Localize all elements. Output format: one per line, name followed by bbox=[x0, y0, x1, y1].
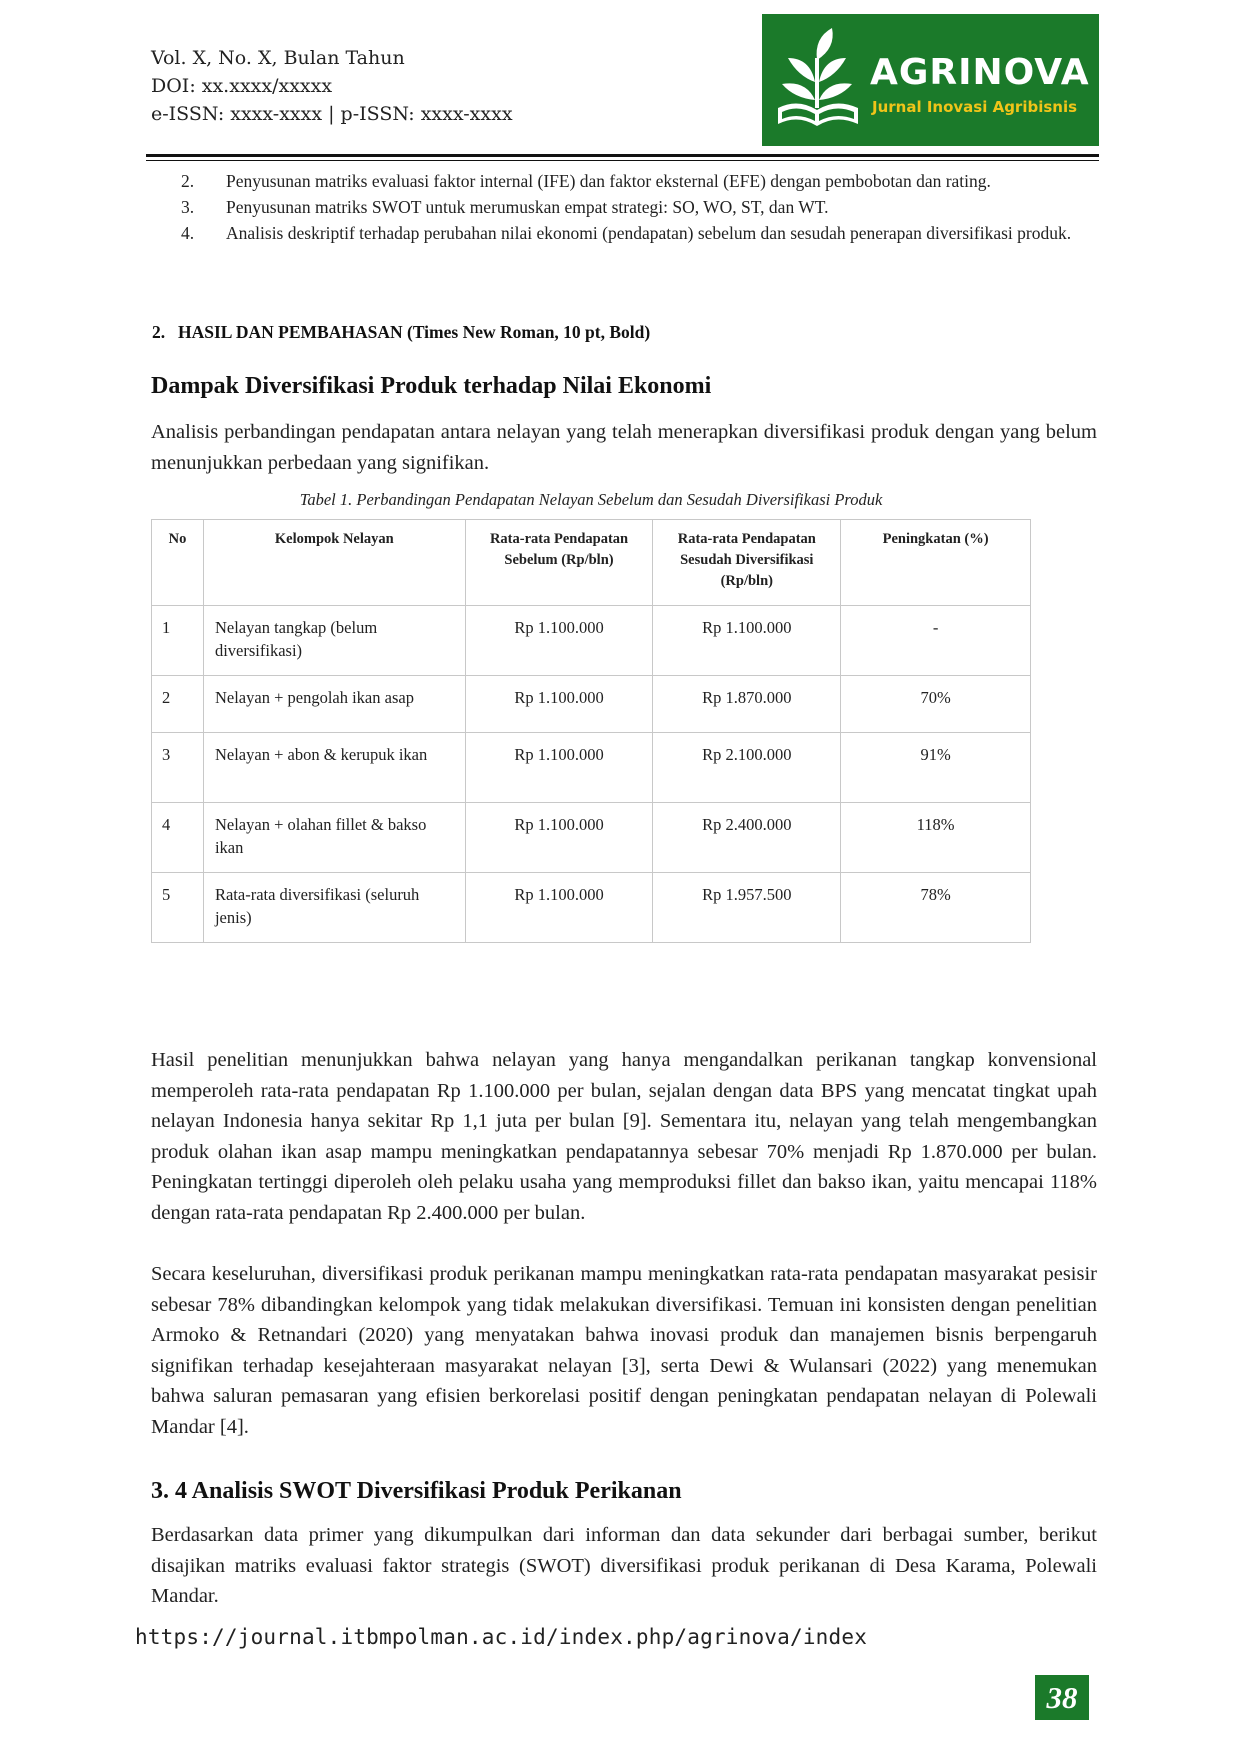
subsection-heading: Dampak Diversifikasi Produk terhadap Nilai Ekonomi bbox=[151, 373, 712, 399]
cell-before: Rp 1.100.000 bbox=[465, 606, 653, 676]
volume-info: Vol. X, No. X, Bulan Tahun bbox=[151, 47, 405, 69]
sprout-book-icon bbox=[770, 24, 866, 136]
cell-before: Rp 1.100.000 bbox=[465, 873, 653, 943]
column-header-no: No bbox=[152, 520, 204, 606]
list-item-number: 3. bbox=[181, 197, 195, 217]
column-header-before: Rata-rata Pendapatan Sebelum (Rp/bln) bbox=[465, 520, 653, 606]
cell-before: Rp 1.100.000 bbox=[465, 733, 653, 803]
list-item bbox=[181, 168, 1092, 194]
logo-subtitle: Jurnal Inovasi Agribisnis bbox=[872, 98, 1078, 116]
cell-after: Rp 2.400.000 bbox=[653, 803, 841, 873]
cell-no: 4 bbox=[152, 803, 204, 873]
cell-after: Rp 1.100.000 bbox=[653, 606, 841, 676]
subsection-heading-swot: 3. 4 Analisis SWOT Diversifikasi Produk Perikanan bbox=[151, 1478, 682, 1504]
cell-no: 3 bbox=[152, 733, 204, 803]
list-item-text: Penyusunan matriks evaluasi faktor internal (IFE) dan faktor eksternal (EFE) dengan pembobotan dan rating. bbox=[226, 171, 991, 191]
cell-group: Nelayan + olahan fillet & bakso ikan bbox=[203, 803, 465, 873]
cell-no: 2 bbox=[152, 676, 204, 733]
column-header-increase: Peningkatan (%) bbox=[841, 520, 1031, 606]
cell-increase: 70% bbox=[841, 676, 1031, 733]
table-row bbox=[152, 606, 1031, 676]
method-steps-list bbox=[181, 168, 1092, 246]
cell-increase: - bbox=[841, 606, 1031, 676]
cell-group: Rata-rata diversifikasi (seluruh jenis) bbox=[203, 873, 465, 943]
header-divider-thin bbox=[146, 160, 1099, 161]
table-row bbox=[152, 733, 1031, 803]
cell-group: Nelayan tangkap (belum diversifikasi) bbox=[203, 606, 465, 676]
cell-no: 5 bbox=[152, 873, 204, 943]
list-item bbox=[181, 220, 1092, 246]
intro-paragraph: Analisis perbandingan pendapatan antara nelayan yang telah menerapkan diversifikasi produk dengan yang belum menunjukkan perbedaan yang signifikan. bbox=[151, 421, 1097, 474]
cell-before: Rp 1.100.000 bbox=[465, 676, 653, 733]
cell-no: 1 bbox=[152, 606, 204, 676]
journal-logo bbox=[762, 14, 1099, 146]
table-row bbox=[152, 873, 1031, 943]
table-caption: Tabel 1. Perbandingan Pendapatan Nelayan Sebelum dan Sesudah Diversifikasi Produk bbox=[299, 490, 883, 509]
column-header-after: Rata-rata Pendapatan Sesudah Diversifikasi (Rp/bln) bbox=[653, 520, 841, 606]
list-item-number: 4. bbox=[181, 223, 195, 243]
table-header-row bbox=[152, 520, 1031, 606]
section-title: HASIL DAN PEMBAHASAN (Times New Roman, 10 pt, Bold) bbox=[178, 322, 651, 342]
list-item bbox=[181, 194, 1092, 220]
swot-intro-paragraph: Berdasarkan data primer yang dikumpulkan dari informan dan data sekunder dari berbagai sumber, berikut disajikan matriks evaluasi faktor strategis (SWOT) diversifikasi produk perikanan di Desa Karama, Polewali Mandar. bbox=[151, 1524, 1097, 1607]
results-paragraph: Hasil penelitian menunjukkan bahwa nelayan yang hanya mengandalkan perikanan tangkap konvensional memperoleh rata-rata pendapatan Rp 1.100.000 per bulan, sejalan dengan data BPS yang mencatat tingkat upah nelayan Indonesia hanya sekitar Rp 1,1 juta per bulan [9]. Sementara itu, nelayan yang telah mengembangkan produk olahan ikan asap mampu meningkatkan pendapatannya sebesar 70% menjadi Rp 1.870.000 per bulan. Peningkatan tertinggi diperoleh oleh pelaku usaha yang memproduksi fillet dan bakso ikan, yaitu mencapai 118% dengan rata-rata pendapatan Rp 2.400.000 per bulan. bbox=[151, 1049, 1097, 1224]
cell-after: Rp 1.870.000 bbox=[653, 676, 841, 733]
journal-meta bbox=[151, 44, 513, 128]
header-divider-thick bbox=[146, 154, 1099, 157]
section-number: 2. bbox=[152, 322, 166, 342]
list-item-text: Penyusunan matriks SWOT untuk merumuskan empat strategi: SO, WO, ST, dan WT. bbox=[226, 197, 829, 217]
list-item-text: Analisis deskriptif terhadap perubahan nilai ekonomi (pendapatan) sebelum dan sesudah penerapan diversifikasi produk. bbox=[226, 223, 1072, 243]
cell-increase: 118% bbox=[841, 803, 1031, 873]
journal-url[interactable]: https://journal.itbmpolman.ac.id/index.php/agrinova/index bbox=[135, 1625, 868, 1649]
section-heading bbox=[152, 322, 650, 343]
table-row bbox=[152, 803, 1031, 873]
list-item-number: 2. bbox=[181, 171, 195, 191]
page-number: 38 bbox=[1035, 1675, 1089, 1720]
cell-group: Nelayan + pengolah ikan asap bbox=[203, 676, 465, 733]
table-row bbox=[152, 676, 1031, 733]
doi-info: DOI: xx.xxxx/xxxxx bbox=[151, 75, 333, 97]
logo-title: AGRINOVA bbox=[870, 52, 1090, 93]
cell-increase: 91% bbox=[841, 733, 1031, 803]
cell-increase: 78% bbox=[841, 873, 1031, 943]
discussion-paragraph: Secara keseluruhan, diversifikasi produk perikanan mampu meningkatkan rata-rata pendapatan masyarakat pesisir sebesar 78% dibandingkan kelompok yang tidak melakukan diversifikasi. Temuan ini konsisten dengan penelitian Armoko & Retnandari (2020) yang menyatakan bahwa inovasi produk dan manajemen bisnis berpengaruh signifikan terhadap kesejahteraan masyarakat nelayan [3], serta Dewi & Wulansari (2022) yang menemukan bahwa saluran pemasaran yang efisien berkorelasi positif dengan peningkatan pendapatan nelayan di Polewali Mandar [4]. bbox=[151, 1263, 1097, 1438]
cell-before: Rp 1.100.000 bbox=[465, 803, 653, 873]
income-comparison-table bbox=[151, 519, 1031, 943]
cell-after: Rp 1.957.500 bbox=[653, 873, 841, 943]
cell-after: Rp 2.100.000 bbox=[653, 733, 841, 803]
issn-info: e-ISSN: xxxx-xxxx | p-ISSN: xxxx-xxxx bbox=[151, 103, 513, 125]
cell-group: Nelayan + abon & kerupuk ikan bbox=[203, 733, 465, 803]
column-header-group: Kelompok Nelayan bbox=[203, 520, 465, 606]
